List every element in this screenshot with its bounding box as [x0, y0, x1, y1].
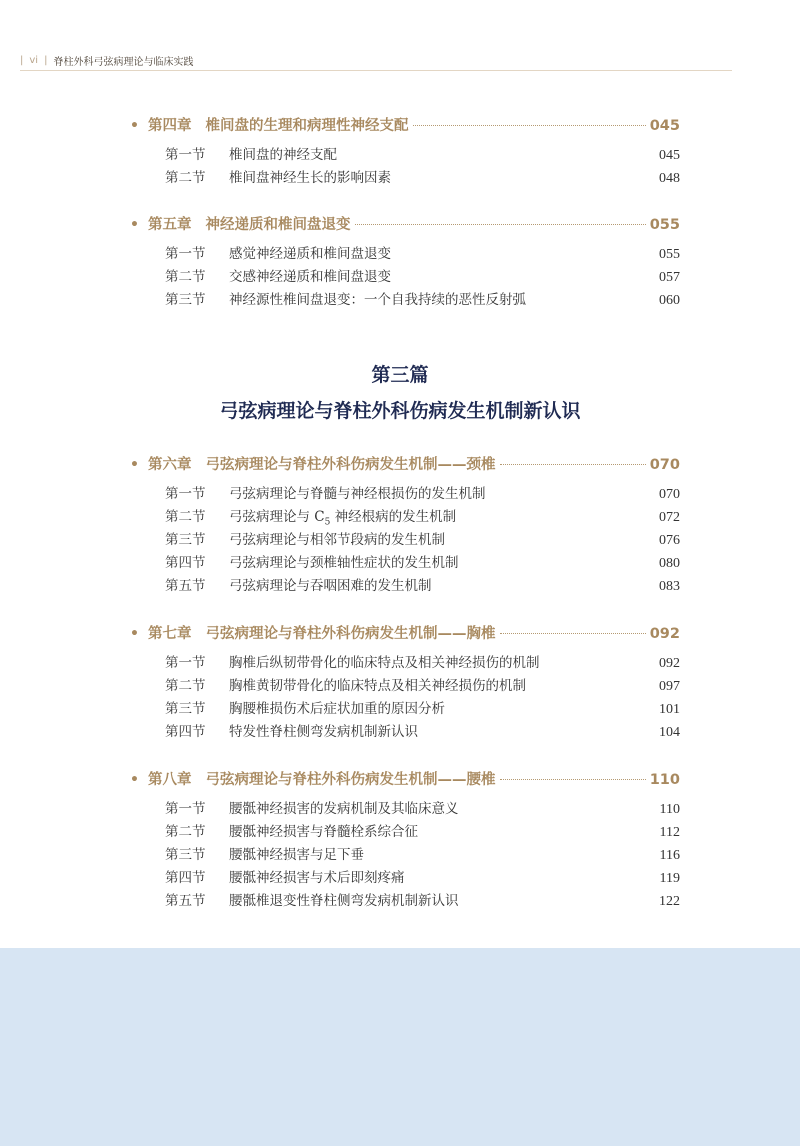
chapter-number: 第六章 [148, 457, 192, 473]
page-number: vi [29, 54, 39, 66]
section-title: 弓弦病理论与颈椎轴性症状的发生机制 [229, 555, 459, 571]
chapter-title: 椎间盘的生理和病理性神经支配 [205, 118, 409, 134]
toc-chapter-block [130, 114, 680, 189]
toc-chapter-block [130, 453, 680, 597]
section-page: 076 [659, 533, 680, 548]
section-title: 感觉神经递质和椎间盘退变 [229, 246, 391, 262]
section-title: 腰骶椎退变性脊柱侧弯发病机制新认识 [229, 893, 459, 909]
toc-section[interactable] [130, 143, 680, 166]
section-page: 110 [659, 802, 680, 817]
section-page: 112 [659, 825, 680, 840]
section-number: 第四节 [165, 870, 206, 886]
toc-section[interactable] [130, 265, 680, 288]
dot-leader [500, 779, 646, 780]
section-title: 胸椎后纵韧带骨化的临床特点及相关神经损伤的机制 [229, 655, 540, 671]
section-number: 第三节 [165, 292, 206, 308]
section-number: 第二节 [165, 509, 206, 525]
section-title: 椎间盘神经生长的影响因素 [229, 170, 391, 186]
section-title: 腰骶神经损害与足下垂 [229, 847, 364, 863]
section-page: 119 [659, 871, 680, 886]
dot-leader [500, 464, 646, 465]
section-page: 045 [659, 148, 680, 163]
chapter-number: 第八章 [148, 772, 192, 788]
section-number: 第三节 [165, 532, 206, 548]
section-title: 交感神经递质和椎间盘退变 [229, 269, 391, 285]
section-page: 070 [659, 487, 680, 502]
toc-chapter[interactable] [130, 453, 680, 475]
section-title: 弓弦病理论与吞咽困难的发生机制 [229, 578, 432, 594]
toc-section[interactable] [130, 166, 680, 189]
section-page: 101 [659, 702, 680, 717]
dot-leader [500, 633, 646, 634]
bullet-icon: • [130, 118, 139, 134]
section-title: 腰骶神经损害的发病机制及其临床意义 [229, 801, 459, 817]
toc-section[interactable] [130, 482, 680, 505]
section-number: 第二节 [165, 269, 206, 285]
toc-chapter-block [130, 768, 680, 912]
section-title: 胸腰椎损伤术后症状加重的原因分析 [229, 701, 445, 717]
section-page: 080 [659, 556, 680, 571]
section-number: 第五节 [165, 893, 206, 909]
toc-section[interactable] [130, 288, 680, 311]
section-number: 第四节 [165, 555, 206, 571]
toc-section[interactable] [130, 720, 680, 743]
dot-leader [355, 224, 646, 225]
header-divider: | [20, 54, 24, 66]
chapter-title: 神经递质和椎间盘退变 [205, 217, 351, 233]
chapter-page: 055 [649, 217, 680, 233]
chapter-page: 092 [649, 626, 680, 642]
section-number: 第一节 [165, 246, 206, 262]
header-divider: | [44, 54, 48, 66]
section-number: 第一节 [165, 801, 206, 817]
section-title: 特发性脊柱侧弯发病机制新认识 [229, 724, 418, 740]
subscript: 5 [324, 517, 331, 528]
chapter-page: 110 [649, 772, 680, 788]
toc-chapter[interactable] [130, 114, 680, 136]
chapter-title: 弓弦病理论与脊柱外科伤病发生机制——胸椎 [205, 626, 496, 642]
toc-section[interactable] [130, 820, 680, 843]
section-number: 第四节 [165, 724, 206, 740]
section-page: 116 [659, 848, 680, 863]
section-page: 060 [659, 293, 680, 308]
section-page: 055 [659, 247, 680, 262]
toc-section[interactable] [130, 505, 680, 528]
section-title: 神经源性椎间盘退变：一个自我持续的恶性反射弧 [229, 292, 526, 308]
toc-section[interactable] [130, 843, 680, 866]
section-page: 104 [659, 725, 680, 740]
toc-chapter-block [130, 622, 680, 743]
bottom-color-band [0, 948, 800, 1146]
toc-chapter[interactable] [130, 768, 680, 790]
section-title: 椎间盘的神经支配 [229, 147, 337, 163]
toc-section[interactable] [130, 866, 680, 889]
chapter-number: 第七章 [148, 626, 192, 642]
section-title-part: 神经根病的发生机制 [330, 509, 457, 525]
toc-section[interactable] [130, 697, 680, 720]
book-title: 脊柱外科弓弦病理论与临床实践 [53, 56, 194, 68]
toc-chapter-block [130, 213, 680, 311]
section-title: 弓弦病理论与相邻节段病的发生机制 [229, 532, 445, 548]
section-title: 弓弦病理论与脊髓与神经根损伤的发生机制 [229, 486, 486, 502]
part-title: 弓弦病理论与脊柱外科伤病发生机制新认识 [219, 400, 581, 422]
section-page: 083 [659, 579, 680, 594]
section-title: 胸椎黄韧带骨化的临床特点及相关神经损伤的机制 [229, 678, 526, 694]
section-page: 057 [659, 270, 680, 285]
section-page: 097 [659, 679, 680, 694]
chapter-title: 弓弦病理论与脊柱外科伤病发生机制——腰椎 [205, 772, 496, 788]
part-number: 第三篇 [371, 364, 429, 386]
dot-leader [413, 125, 646, 126]
section-number: 第二节 [165, 824, 206, 840]
toc-section[interactable] [130, 574, 680, 597]
section-number: 第五节 [165, 578, 206, 594]
toc-chapter[interactable] [130, 622, 680, 644]
section-page: 072 [659, 510, 680, 525]
section-page: 092 [659, 656, 680, 671]
section-number: 第二节 [165, 170, 206, 186]
chapter-page: 045 [649, 118, 680, 134]
running-header [20, 52, 193, 68]
toc-section[interactable] [130, 651, 680, 674]
section-number: 第一节 [165, 655, 206, 671]
toc-section[interactable] [130, 242, 680, 265]
section-title: 腰骶神经损害与术后即刻疼痛 [229, 870, 405, 886]
section-number: 第三节 [165, 847, 206, 863]
section-number: 第一节 [165, 147, 206, 163]
bullet-icon: • [130, 626, 139, 642]
toc-section[interactable] [130, 797, 680, 820]
chapter-number: 第五章 [148, 217, 192, 233]
bullet-icon: • [130, 457, 139, 473]
toc-section[interactable] [130, 674, 680, 697]
chapter-page: 070 [649, 457, 680, 473]
section-title: 腰骶神经损害与脊髓栓系综合征 [229, 824, 418, 840]
section-number: 第二节 [165, 678, 206, 694]
chapter-title: 弓弦病理论与脊柱外科伤病发生机制——颈椎 [205, 457, 496, 473]
toc-section[interactable] [130, 889, 680, 912]
section-title-part: 弓弦病理论与 C [229, 509, 325, 525]
bullet-icon: • [130, 772, 139, 788]
chapter-number: 第四章 [148, 118, 192, 134]
section-page: 048 [659, 171, 680, 186]
toc-section[interactable] [130, 528, 680, 551]
section-number: 第三节 [165, 701, 206, 717]
bullet-icon: • [130, 217, 139, 233]
toc-section[interactable] [130, 551, 680, 574]
header-rule [20, 70, 732, 71]
section-page: 122 [659, 894, 680, 909]
section-title [229, 505, 650, 528]
section-number: 第一节 [165, 486, 206, 502]
toc-chapter[interactable] [130, 213, 680, 235]
